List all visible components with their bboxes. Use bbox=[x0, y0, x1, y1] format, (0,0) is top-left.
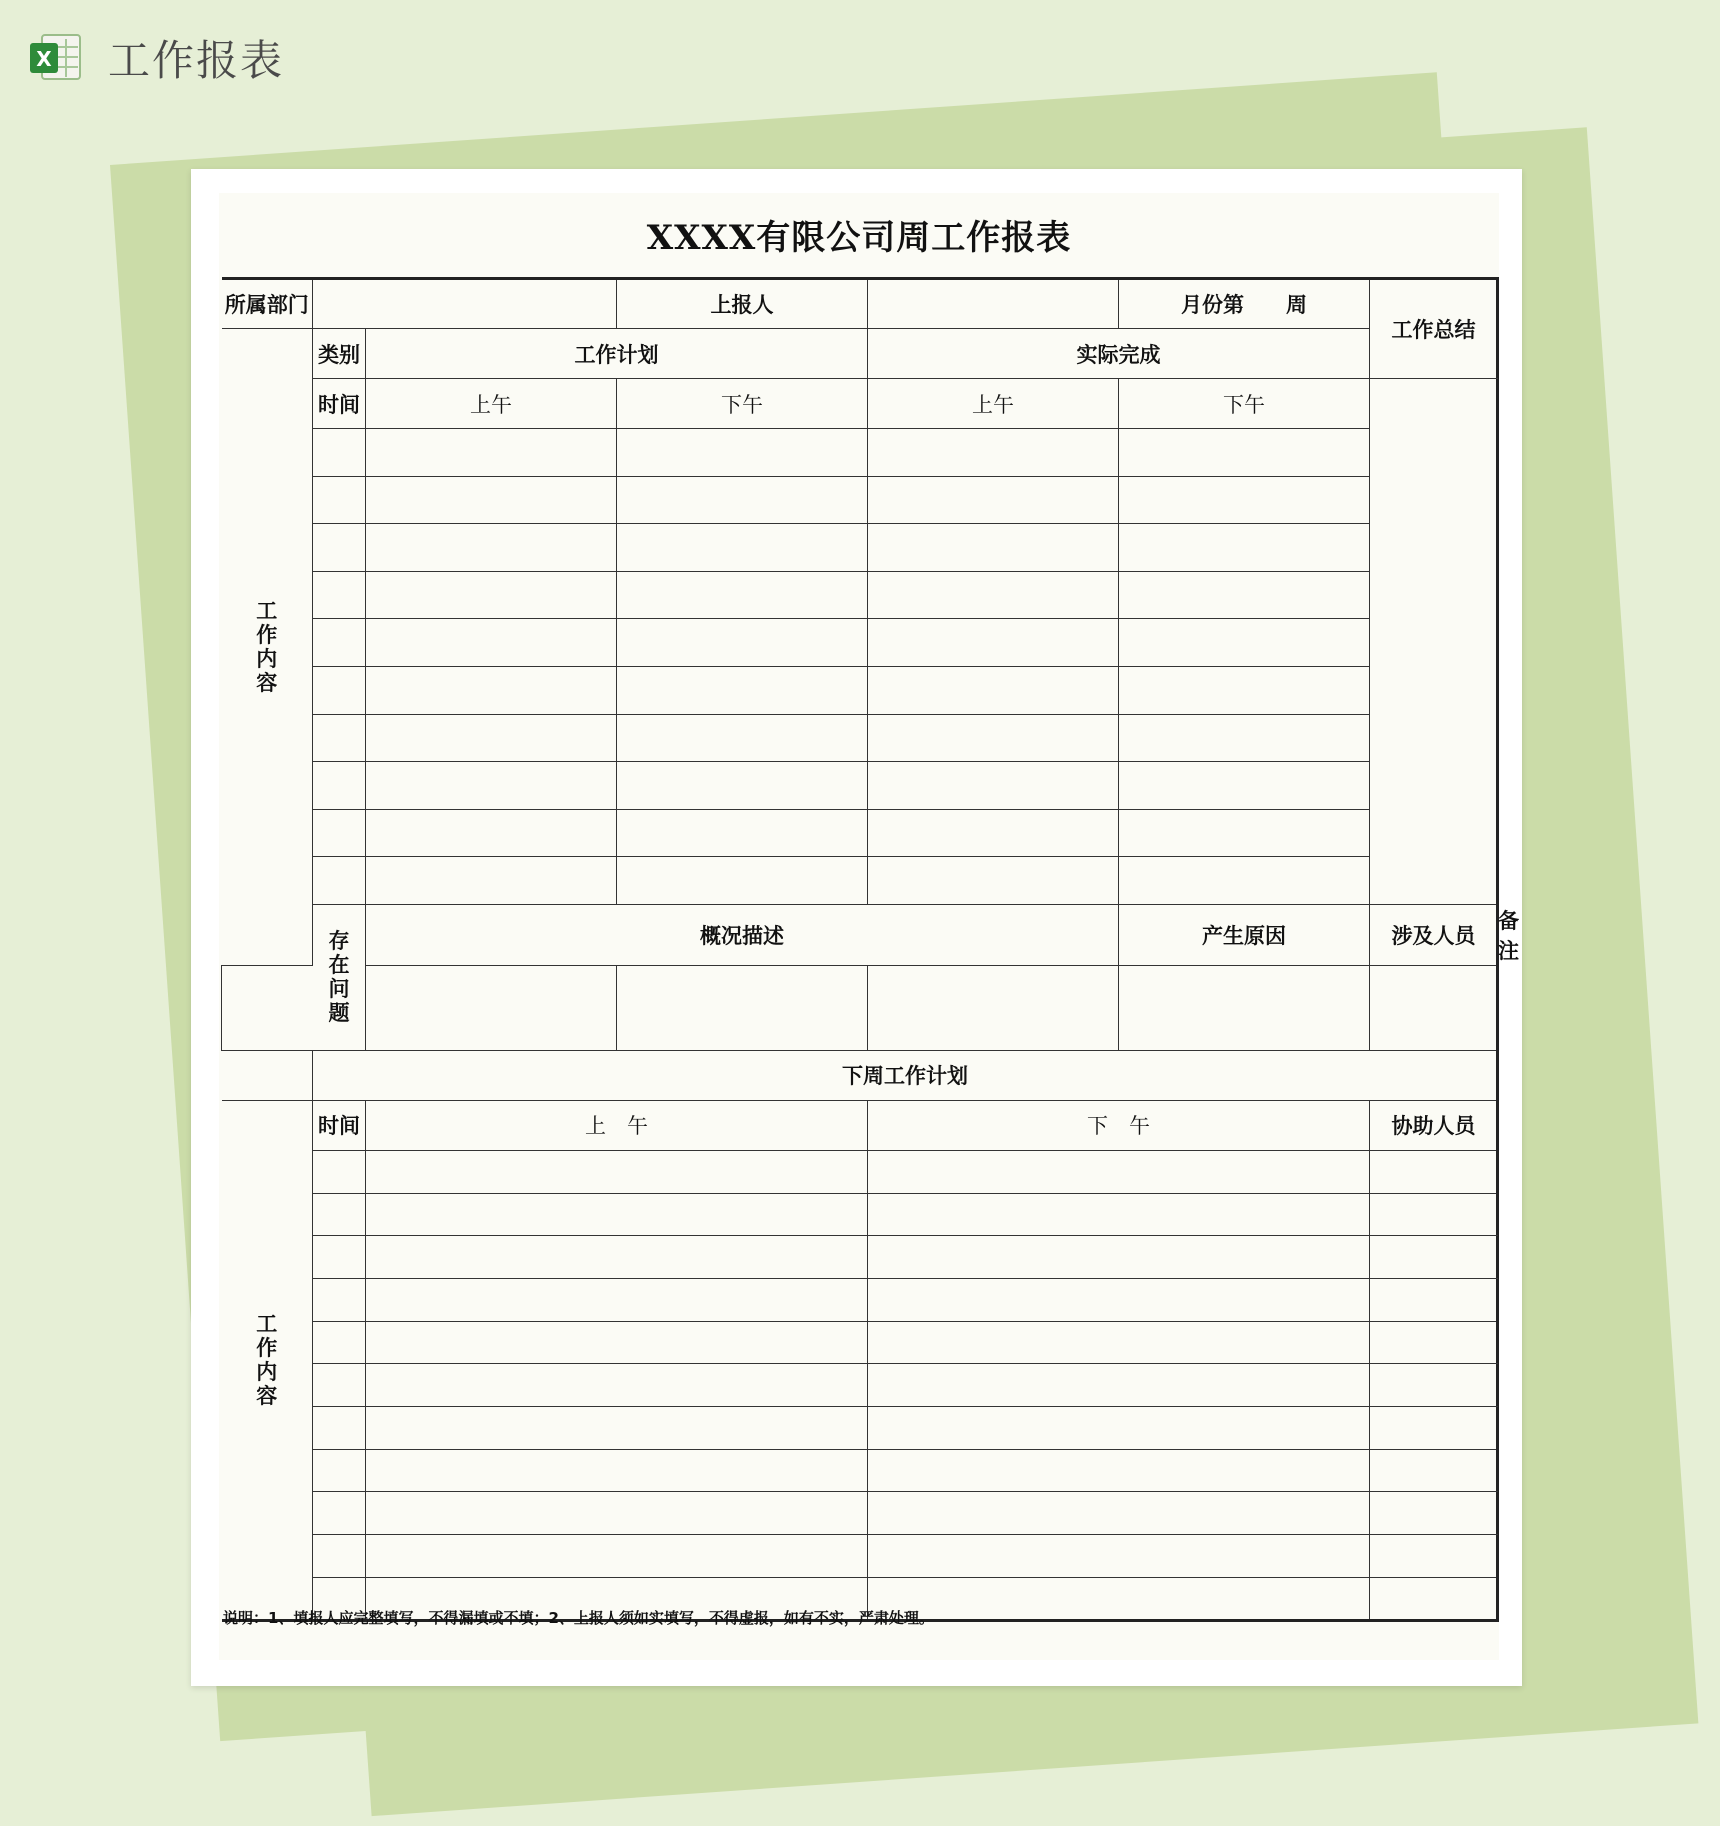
work-actual-pm-cell[interactable] bbox=[1119, 429, 1370, 477]
work-time-cell[interactable] bbox=[313, 429, 366, 477]
next-pm-cell[interactable] bbox=[868, 1321, 1370, 1364]
summary-cell[interactable] bbox=[1370, 379, 1498, 905]
work-plan-pm-cell[interactable] bbox=[617, 429, 868, 477]
work-plan-pm-cell[interactable] bbox=[617, 476, 868, 524]
work-time-cell[interactable] bbox=[313, 524, 366, 572]
next-am-cell[interactable] bbox=[366, 1364, 868, 1407]
work-actual-pm-cell[interactable] bbox=[1119, 619, 1370, 667]
work-plan-am-cell[interactable] bbox=[366, 857, 617, 905]
plan-pm-label: 下午 bbox=[617, 379, 868, 429]
issue-people-label: 涉及人员 bbox=[1370, 904, 1498, 965]
work-plan-pm-cell[interactable] bbox=[617, 857, 868, 905]
next-am-cell[interactable] bbox=[366, 1492, 868, 1535]
next-am-cell[interactable] bbox=[366, 1535, 868, 1578]
work-actual-am-cell[interactable] bbox=[868, 666, 1119, 714]
work-time-cell[interactable] bbox=[313, 666, 366, 714]
issue-people-cell[interactable] bbox=[868, 965, 1119, 1050]
work-actual-pm-cell[interactable] bbox=[1119, 714, 1370, 762]
work-plan-pm-cell[interactable] bbox=[617, 524, 868, 572]
work-actual-pm-cell[interactable] bbox=[1119, 809, 1370, 857]
helper-cell[interactable] bbox=[1370, 1577, 1498, 1620]
next-time-label: 时间 bbox=[313, 1100, 366, 1150]
work-plan-pm-cell[interactable] bbox=[617, 619, 868, 667]
next-pm-cell[interactable] bbox=[868, 1407, 1370, 1450]
next-pm-cell[interactable] bbox=[868, 1535, 1370, 1578]
work-plan-am-cell[interactable] bbox=[366, 571, 617, 619]
plan-am-label: 上午 bbox=[366, 379, 617, 429]
document-paper bbox=[191, 169, 1522, 1686]
next-time-cell[interactable] bbox=[313, 1236, 366, 1279]
work-plan-am-cell[interactable] bbox=[366, 619, 617, 667]
work-actual-am-cell[interactable] bbox=[868, 429, 1119, 477]
helper-cell[interactable] bbox=[1370, 1535, 1498, 1578]
work-plan-am-cell[interactable] bbox=[366, 666, 617, 714]
work-actual-pm-cell[interactable] bbox=[1119, 476, 1370, 524]
next-time-cell[interactable] bbox=[313, 1449, 366, 1492]
plan-label: 工作计划 bbox=[366, 329, 868, 379]
work-actual-pm-cell[interactable] bbox=[1119, 666, 1370, 714]
work-actual-am-cell[interactable] bbox=[868, 857, 1119, 905]
time-label: 时间 bbox=[313, 379, 366, 429]
next-time-cell[interactable] bbox=[313, 1364, 366, 1407]
helper-cell[interactable] bbox=[1370, 1407, 1498, 1450]
helper-cell[interactable] bbox=[1370, 1193, 1498, 1236]
issue-desc-label: 概况描述 bbox=[366, 904, 1119, 965]
next-am-cell[interactable] bbox=[366, 1449, 868, 1492]
next-pm-cell[interactable] bbox=[868, 1193, 1370, 1236]
app-header bbox=[28, 28, 284, 88]
next-pm-cell[interactable] bbox=[868, 1364, 1370, 1407]
work-plan-pm-cell[interactable] bbox=[617, 809, 868, 857]
helper-label: 协助人员 bbox=[1370, 1100, 1498, 1150]
week-label: 月份第 周 bbox=[1119, 279, 1370, 329]
next-pm-cell[interactable] bbox=[868, 1279, 1370, 1322]
next-time-cell[interactable] bbox=[313, 1321, 366, 1364]
work-plan-am-cell[interactable] bbox=[366, 429, 617, 477]
next-time-cell[interactable] bbox=[313, 1535, 366, 1578]
next-time-cell[interactable] bbox=[313, 1492, 366, 1535]
work-plan-pm-cell[interactable] bbox=[617, 762, 868, 810]
work-actual-am-cell[interactable] bbox=[868, 524, 1119, 572]
work-actual-am-cell[interactable] bbox=[868, 619, 1119, 667]
actual-am-label: 上午 bbox=[868, 379, 1119, 429]
next-am-cell[interactable] bbox=[366, 1321, 868, 1364]
report-note: 说明：1、填报人应完整填写，不得漏填或不填；2、上报人须如实填写，不得虚报，如有不实，严肃处理。 bbox=[223, 1609, 934, 1627]
next-pm-cell[interactable] bbox=[868, 1236, 1370, 1279]
helper-cell[interactable] bbox=[1370, 1236, 1498, 1279]
actual-label: 实际完成 bbox=[868, 329, 1370, 379]
next-time-cell[interactable] bbox=[313, 1150, 366, 1193]
next-time-cell[interactable] bbox=[313, 1193, 366, 1236]
issues-label: 存在问题 bbox=[313, 904, 366, 1050]
actual-pm-label: 下午 bbox=[1119, 379, 1370, 429]
next-time-cell[interactable] bbox=[313, 1407, 366, 1450]
work-plan-pm-cell[interactable] bbox=[617, 714, 868, 762]
reporter-value-cell[interactable] bbox=[868, 279, 1119, 329]
work-plan-pm-cell[interactable] bbox=[617, 666, 868, 714]
work-time-cell[interactable] bbox=[313, 476, 366, 524]
work-plan-pm-cell[interactable] bbox=[617, 571, 868, 619]
helper-cell[interactable] bbox=[1370, 1449, 1498, 1492]
dept-label: 所属部门 bbox=[222, 279, 313, 329]
work-actual-pm-cell[interactable] bbox=[1119, 857, 1370, 905]
next-work-content-label: 工作内容 bbox=[222, 1100, 313, 1620]
helper-cell[interactable] bbox=[1370, 1321, 1498, 1364]
next-am-cell[interactable] bbox=[366, 1236, 868, 1279]
work-content-label: 工作内容 bbox=[222, 329, 313, 966]
next-pm-cell[interactable] bbox=[868, 1577, 1370, 1620]
work-plan-am-cell[interactable] bbox=[366, 714, 617, 762]
work-plan-am-cell[interactable] bbox=[366, 524, 617, 572]
category-label: 类别 bbox=[313, 329, 366, 379]
report-title: XXXX有限公司周工作报表 bbox=[646, 217, 1072, 258]
helper-cell[interactable] bbox=[1370, 1364, 1498, 1407]
next-pm-cell[interactable] bbox=[868, 1150, 1370, 1193]
next-am-cell[interactable] bbox=[366, 1193, 868, 1236]
next-am-label: 上 午 bbox=[366, 1100, 868, 1150]
next-pm-cell[interactable] bbox=[868, 1492, 1370, 1535]
work-actual-pm-cell[interactable] bbox=[1119, 762, 1370, 810]
work-actual-am-cell[interactable] bbox=[868, 762, 1119, 810]
dept-value-cell[interactable] bbox=[313, 279, 617, 329]
work-actual-am-cell[interactable] bbox=[868, 714, 1119, 762]
report-table: 所属部门 上报人 月份第 周 工作总结 工作内容 类别 工作计划 实际完成 时间 上午 下午 上午 下午 存在问题 概况描述 产生原因 涉及人员 备注 下周工作计划 工作内容 时间 上 午 下 午 协助人员 bbox=[221, 277, 1499, 1622]
work-actual-pm-cell[interactable] bbox=[1119, 524, 1370, 572]
report-sheet bbox=[219, 193, 1519, 1660]
work-plan-am-cell[interactable] bbox=[366, 762, 617, 810]
work-plan-am-cell[interactable] bbox=[366, 476, 617, 524]
helper-cell[interactable] bbox=[1370, 1492, 1498, 1535]
next-week-blank-cell bbox=[222, 1050, 313, 1100]
helper-cell[interactable] bbox=[1370, 1150, 1498, 1193]
next-am-cell[interactable] bbox=[366, 1279, 868, 1322]
next-pm-label: 下 午 bbox=[868, 1100, 1370, 1150]
work-time-cell[interactable] bbox=[313, 714, 366, 762]
next-am-cell[interactable] bbox=[366, 1407, 868, 1450]
reporter-label: 上报人 bbox=[617, 279, 868, 329]
work-time-cell[interactable] bbox=[313, 571, 366, 619]
next-am-cell[interactable] bbox=[366, 1150, 868, 1193]
issue-desc-cell[interactable] bbox=[222, 965, 617, 1050]
next-week-heading: 下周工作计划 bbox=[313, 1050, 1498, 1100]
work-actual-am-cell[interactable] bbox=[868, 571, 1119, 619]
work-actual-am-cell[interactable] bbox=[868, 476, 1119, 524]
app-title: 工作报表 bbox=[108, 36, 285, 85]
work-plan-am-cell[interactable] bbox=[366, 809, 617, 857]
svg-text:X: X bbox=[36, 47, 52, 71]
work-actual-am-cell[interactable] bbox=[868, 809, 1119, 857]
work-time-cell[interactable] bbox=[313, 857, 366, 905]
excel-file-icon bbox=[28, 31, 84, 85]
next-time-cell[interactable] bbox=[313, 1279, 366, 1322]
summary-label: 工作总结 bbox=[1370, 279, 1498, 379]
work-time-cell[interactable] bbox=[313, 762, 366, 810]
issue-cause-label: 产生原因 bbox=[1119, 904, 1370, 965]
work-time-cell[interactable] bbox=[313, 619, 366, 667]
issue-remark-cell[interactable] bbox=[1119, 965, 1370, 1050]
work-actual-pm-cell[interactable] bbox=[1119, 571, 1370, 619]
issue-cause-cell[interactable] bbox=[617, 965, 868, 1050]
helper-cell[interactable] bbox=[1370, 1279, 1498, 1322]
next-pm-cell[interactable] bbox=[868, 1449, 1370, 1492]
work-time-cell[interactable] bbox=[313, 809, 366, 857]
